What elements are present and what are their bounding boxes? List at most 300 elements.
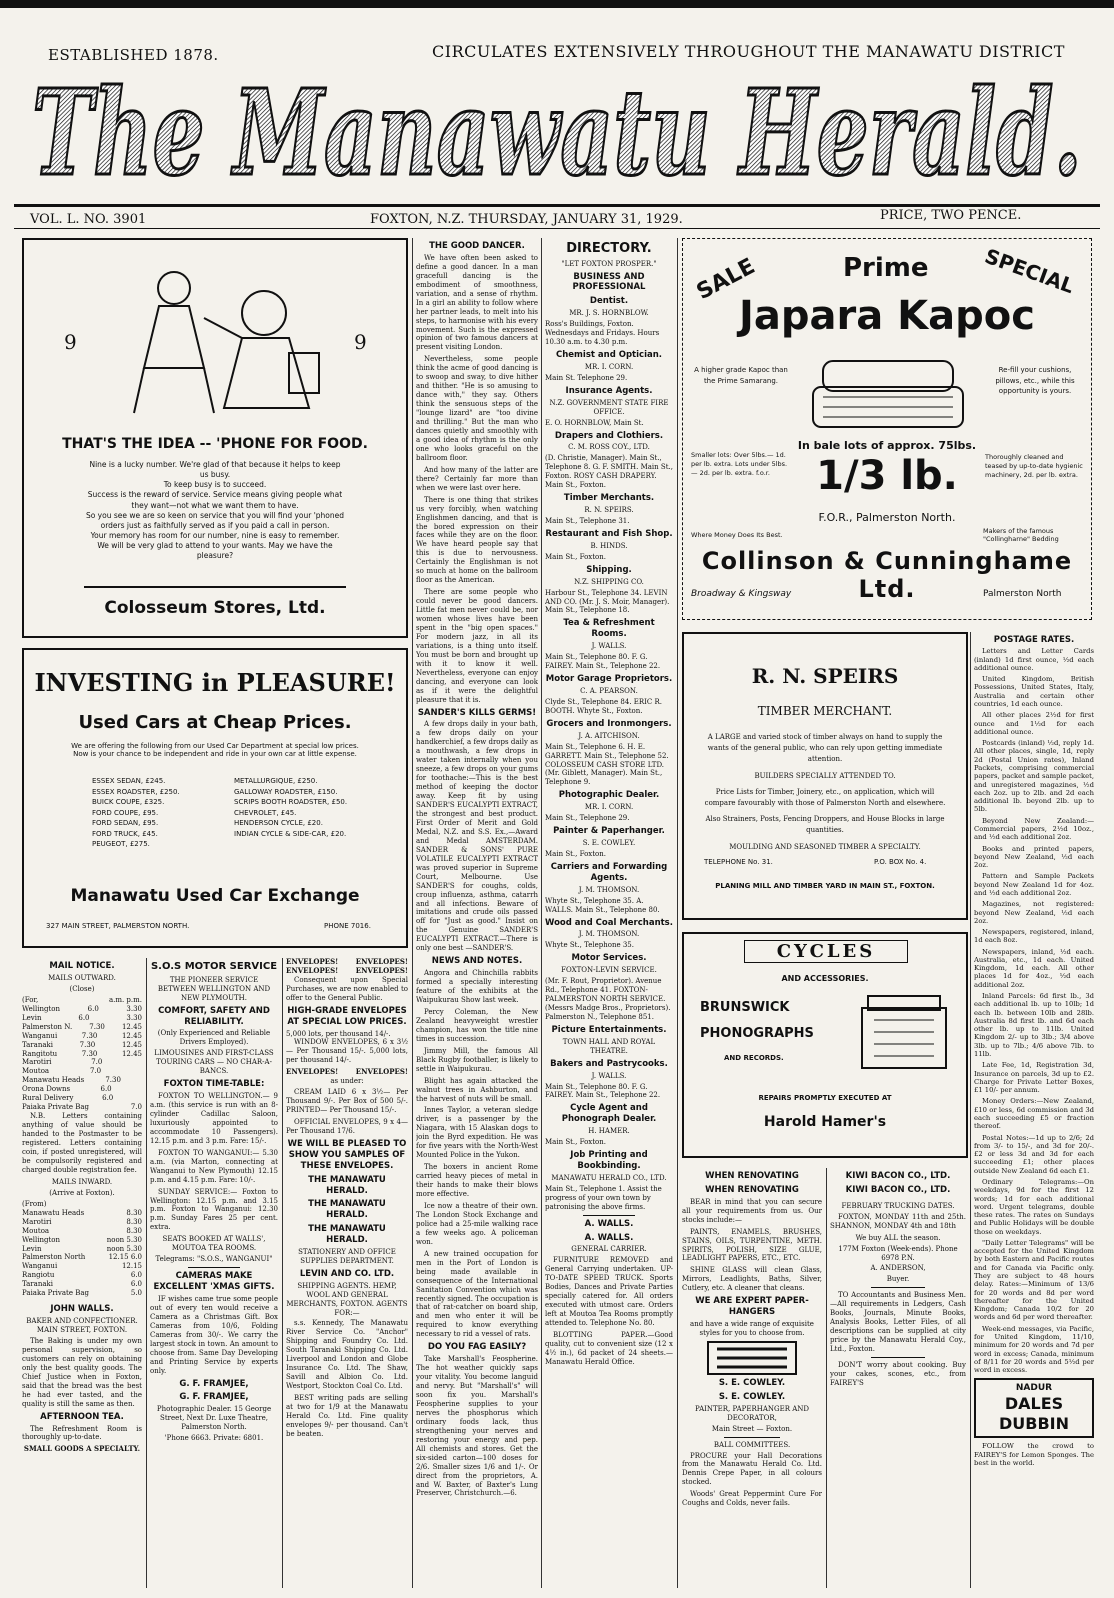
kiwi-feb: FEBRUARY TRUCKING DATES. (841, 1201, 955, 1210)
number-nine-left: 9 (64, 330, 77, 354)
mail-cell: 6.0 (100, 1085, 112, 1094)
kapoc-ad (682, 238, 1092, 620)
mails-inward: MAILS INWARD. (51, 1177, 113, 1186)
directory-firm: J. M. THOMSON. (578, 885, 640, 894)
mail-close: (Close) (69, 984, 95, 993)
mail-cell: Palmerston North (22, 1253, 86, 1262)
speirs-pobox: P.O. BOX No. 4. (874, 858, 927, 866)
kiwi-buyer: A. ANDERSON, (870, 1264, 926, 1273)
top-rule (0, 0, 1114, 8)
sander-title: SANDER'S KILLS GERMS! (417, 707, 537, 718)
newspaper-title: The Manawatu Herald. (32, 63, 1082, 202)
herald-name: THE MANAWATU HERALD. (308, 1174, 386, 1196)
levin-ship: SHIPPING AGENTS. HEMP, WOOL AND GENERAL MERCHANTS, FOXTON. AGENTS FOR:— (286, 1281, 408, 1317)
news-item: A new trained occupation for men in the Port of London is being made available in consequence of the International Sanitation Convention which was recently signed. The occupation is that of rat-catcher on board ship, and men who enter it will be required to know everything necessary to rid a vessel of rats. (416, 1249, 538, 1339)
directory-detail: Main St., Foxton. (545, 552, 606, 561)
mail-cell: 12.15 6.0 (108, 1253, 142, 1262)
env-cream: CREAM LAID 6 x 3½— Per Thousand 9/-. Per Box of 500 5/-. PRINTED— Per Thousand 15/-. (286, 1088, 408, 1115)
camera-title: CAMERAS MAKE EXCELLENT 'XMAS GIFTS. (153, 1271, 275, 1293)
divider (724, 1437, 780, 1438)
cowley-name: S. E. COWLEY. (718, 1377, 786, 1388)
postage-para: Postal Notes:—1d up to 2/6; 2d from 3/- to 15/-, and 3d for 20/-. £2 or less 3d and 3d for each succeeding £1; other places outside New Zealand 6d each £1. (974, 1133, 1094, 1175)
reno-text: BEAR in mind that you can secure all your requirements from us. Our stocks include:— (682, 1197, 822, 1224)
colosseum-signoff: Colosseum Stores, Ltd. (104, 598, 326, 618)
records-label: AND RECORDS. (724, 1054, 784, 1062)
env-heads (286, 967, 408, 976)
postage-para: Books and printed papers, beyond New Zealand, ½d each 2oz. (974, 844, 1094, 870)
telephone-cartoon (104, 258, 334, 418)
mail-row (22, 1271, 142, 1280)
mail-row (22, 1245, 142, 1254)
ampm-label: a.m. p.m. (108, 995, 142, 1004)
mail-cell: 6.0 (78, 1013, 90, 1022)
dancer-para: And how many of the latter are there? Certainly far more than when we were last over here. (416, 465, 538, 492)
walls-trade: BAKER AND CONFECTIONER. MAIN STREET, FOXTON. (26, 1317, 138, 1335)
directory-detail: E. O. HORNBLOW, Main St. (545, 418, 644, 427)
phone-line: Success is the reward of service. Service means giving people what they want—not what we want them to have. (87, 490, 343, 510)
mail-row (22, 1280, 142, 1289)
mail-cell: 5.0 (130, 1289, 142, 1298)
stationery: STATIONERY AND OFFICE SUPPLIES DEPARTMENT. (298, 1247, 396, 1265)
mail-out-table (22, 1005, 142, 1112)
prime-label: Prime (843, 253, 929, 283)
speirs-telephone: TELEPHONE No. 31. (704, 858, 773, 866)
mail-cell: 6.0 (130, 1271, 142, 1280)
mail-header-row (22, 996, 142, 1005)
cars-headline: INVESTING in PLEASURE! (34, 668, 396, 697)
mail-cell: 6.0 (102, 1094, 114, 1103)
dancer-para: There is one thing that strikes us very forcibly, when watching Englishmen dancing, and that is the bored expression on their faces while they are on the floor. We have heard people say that this is due to nervousness. Certainly the Englishman is not so much at home on the ballroom floor as the American. (416, 495, 538, 585)
hamer-name: Harold Hamer's (763, 1114, 887, 1130)
sos-timetable: FOXTON TIME-TABLE: (163, 1079, 265, 1090)
col-rule (282, 958, 283, 1588)
mail-row (22, 1005, 142, 1014)
price: PRICE, TWO PENCE. (880, 208, 1022, 223)
dales-dubbin-ad (974, 1378, 1094, 1438)
mail-row (22, 1209, 142, 1218)
car-exchange-name: Manawatu Used Car Exchange (70, 886, 360, 906)
speirs-name: R. N. SPEIRS (751, 664, 899, 688)
directory-firm: J. WALLS. (591, 1071, 627, 1080)
sos-t2: COMFORT, SAFETY AND RELIABILITY. (158, 1005, 270, 1027)
phonograph-illustration (854, 988, 954, 1078)
paint-advert-icon (707, 1341, 797, 1375)
cars-sub: Used Cars at Cheap Prices. (78, 712, 352, 733)
directory-category: Motor Garage Proprietors. (545, 674, 673, 685)
mail-row (22, 1032, 142, 1041)
directory-motto: "LET FOXTON PROSPER." (561, 259, 657, 268)
dateline: FOXTON, N.Z. THURSDAY, JANUARY 31, 1929. (370, 212, 683, 227)
directory-detail: Whyte St., Telephone 35. A. WALLS. Main St., Telephone 80. (545, 896, 660, 914)
car-address: 327 MAIN STREET, PALMERSTON NORTH. (46, 922, 190, 930)
directory-sub: BUSINESS AND PROFESSIONAL (572, 271, 646, 293)
mail-cell: 7.0 (130, 1103, 142, 1112)
postage-para: Inland Parcels: 6d first lb., 3d each additional lb. up to 10lb; 1d each lb. between 10lb and 28lb. Australia 8d first lb. and 6d each other lb. up to 11lb. United Kingdom 2/- up to 3lb.; 3/4 above 3lb. up to 7lb.; 4/6 above 7lb. to 11lb. (974, 992, 1094, 1059)
ball-text: PROCURE your Hall Decorations from the Manawatu Herald Co. Ltd. Dennis Crepe Paper, in all colours stocked. (682, 1451, 822, 1487)
directory-detail: (D. Christie, Manager). Main St., Telephone 8. G. F. SMITH. Main St., Foxton. ROSY CASH DRAPERY. Main St., Foxton. (545, 454, 673, 490)
directory-detail: Main St., Telephone 1. Assist the progress of your own town by patronising the above firms. (545, 1184, 662, 1211)
directory-detail: Main St., Foxton. (545, 849, 606, 858)
cowley-address: Main Street — Foxton. (711, 1424, 793, 1433)
intro-line: We are offering the following from our Used Car Department at special low prices. (71, 742, 359, 750)
mail-row (22, 1041, 142, 1050)
directory-detail: Main St., Telephone 80. F. G. FAIREY. Main St., Telephone 22. (545, 653, 661, 671)
directory-firm: S. E. COWLEY. (582, 839, 636, 848)
sander-text: A few drops daily in your bath, a few drops daily on your handkerchief, a few drops daily as a mouthwash, a few drops in water taken internally when you sneeze, a few drops on your gums for toothache:—This is the best method of keeping the doctor away. Keep fit by using SANDER'S EUCALYPTI EXTRACT, the strongest and best product. First Order of Merit and Gold Medal, N.Z. and S.S. Ex.,—Award and Medal AMSTERDAM. SANDER & SONS' PURE VOLATILE EUCALYPTI EXTRACT was proved superior in Supreme Court, Melbourne. Use SANDER'S for coughs, colds, croup influenza, asthma, catarrh and all infections. Beware of imitations and crude oils passed off for "Just as good." Insist on the Genuine SANDER'S EUCALYPTI EXTRACT.—There is only one best —SANDER'S. (416, 720, 538, 953)
directory-detail: Whyte St., Telephone 35. (545, 941, 634, 950)
directory-firm: B. HINDS. (590, 541, 628, 550)
car-item: CHEVROLET, £45. (234, 808, 297, 817)
phone-line: We will be very glad to attend to your wants. May we have the pleasure? (97, 541, 333, 561)
directory-category: Shipping. (586, 564, 632, 575)
mail-row (22, 1227, 142, 1236)
car-item: BUICK COUPE, £325. (92, 798, 165, 806)
news-item: Angora and Chinchilla rabbits formed a specially interesting feature of the exhibits at the Waipukurau Show last week. (416, 969, 538, 1004)
directory-category: Painter & Paperhanger. (553, 826, 665, 837)
env-head: ENVELOPES! (355, 965, 408, 975)
postage-para: Magazines, not registered: beyond New Zealand, ½d each 2oz. (974, 900, 1094, 925)
postage-para: Newspapers, inland, ½d each. Australia, etc., 1d each. United Kingdom, 1d each. All other places 1d for 4oz., ½d each additional 2oz. (974, 947, 1094, 989)
cooking-ad: DON'T worry about cooking. Buy your cakes, scones, etc., from FAIREY'S (830, 1361, 966, 1387)
directory-firm: C. M. ROSS COY., LTD. (568, 443, 650, 452)
walls-text: The Baking is under my own personal supervision, so customers can rely on obtaining only the best quality goods. The Chief Justice when in Foxton, said that the bread was the best he had ever tasted, and the quality is still the same as then. (22, 1337, 142, 1408)
volume-number: VOL. L. NO. 3901 (30, 212, 147, 227)
env-official: OFFICIAL ENVELOPES, 9 x 4— Per Thousand 17/6. (286, 1118, 408, 1136)
car-item: METALLURGIQUE, £250. (234, 777, 318, 785)
env-head: ENVELOPES! (355, 958, 408, 966)
postage-para: Late Fee, 1d, Registration 3d, Insurance on parcels, 3d up to £2. Charge for Private Letter Boxes, £1 10/- per annum. (974, 1061, 1094, 1095)
directory-firm: MR. I. CORN. (584, 362, 634, 371)
framjee-phone: 'Phone 6663. Private: 6801. (164, 1434, 264, 1443)
speirs-copy (700, 732, 950, 853)
mail-row (22, 1289, 142, 1298)
kapoc-bale: In bale lots of approx. 75lbs. (797, 439, 977, 452)
for-label: (For, (22, 995, 39, 1004)
fairey-ad: FOLLOW the crowd to FAIREY'S for Lemon Sponges. The best in the world. (974, 1442, 1094, 1467)
postage-para: Newspapers, registered, inland, 1d each 8oz. (974, 928, 1094, 945)
sos-telegrams: Telegrams: "S.O.S., WANGANUI" (155, 1255, 273, 1264)
mail-title: MAIL NOTICE. (49, 961, 115, 971)
herald-name: THE MANAWATU HERALD. (308, 1224, 386, 1245)
news-item: The boxers in ancient Rome carried heavy pieces of metal in their hands to make their blows more effective. (416, 1163, 538, 1199)
mail-cell: Palmerston N. (22, 1022, 73, 1031)
special-label: SPECIAL (981, 243, 1078, 299)
speirs-trade: TIMBER MERCHANT. (757, 704, 893, 718)
mail-cell: Wanganui (22, 1262, 58, 1271)
mail-cell: Paiaka Private Bag (22, 1289, 90, 1298)
directory-detail: Ross's Buildings, Foxton. Wednesdays and Fridays. Hours 10.30 a.m. to 4.30 p.m. (545, 320, 660, 347)
postage-para: Ordinary Telegrams:—On weekdays, 9d for the first 12 words; 1d for each additional word. Urgent telegrams, double these rates. The rates on Sundays and Public Holidays will be double those on weekdays. (974, 1177, 1094, 1236)
kiwi-buy: We buy ALL the season. (855, 1233, 941, 1242)
directory-category: Motor Services. (571, 953, 647, 964)
cycles-title: CYCLES (744, 940, 908, 963)
env-head: ENVELOPES! (286, 1067, 339, 1077)
intro-line: Now is your chance to be independent and ride in your own car at little expense. (73, 750, 357, 758)
mail-cell: 7.0 (89, 1067, 102, 1076)
cycles-accessories: AND ACCESSORIES. (781, 974, 869, 983)
repairs: REPAIRS PROMPTLY EXECUTED AT (758, 1094, 892, 1102)
mail-row (22, 1050, 142, 1059)
mail-cell: 12.45 (121, 1040, 142, 1049)
sos-t4: LIMOUSINES AND FIRST-CLASS TOURING CARS — NO CHAR-A-BANCS. (154, 1049, 274, 1076)
kapoc-makers: Makers of the famous "Collingharne" Bedding (983, 527, 1059, 543)
car-phone: PHONE 7016. (324, 922, 371, 930)
speirs-line: Price Lists for Timber, Joinery, etc., on application, which will compare favourably with those of Palmerston North and elsewhere. (704, 787, 946, 807)
mail-cell: Wellington (22, 1235, 61, 1244)
from-label: (From) (22, 1199, 47, 1208)
directory-category: Restaurant and Fish Shop. (545, 528, 673, 539)
directory-category: Wood and Coal Merchants. (545, 917, 673, 928)
mail-cell: Moutoa (22, 1226, 50, 1235)
kapoc-teased: Thoroughly cleaned and teased by up-to-date hygienic machinery, 2d. per lb. extra. (985, 453, 1083, 480)
mail-cell: 8.30 (126, 1226, 142, 1235)
car-list-left (92, 776, 180, 850)
directory-category: Insurance Agents. (565, 385, 653, 396)
ball-committees: BALL COMMITTEES. (713, 1440, 791, 1449)
directory-category: Bakers and Pastrycooks. (550, 1058, 668, 1069)
mail-cell: 3.30 (126, 1013, 142, 1022)
phone-line: Your memory has room for our number, nine is easy to remember. (90, 530, 340, 540)
car-item: SCRIPS BOOTH ROADSTER, £50. (234, 798, 348, 806)
directory-firm: MR. I. CORN. (584, 803, 634, 812)
mail-cell: Orona Downs (22, 1085, 71, 1094)
car-item: FORD COUPE, £95. (92, 808, 159, 817)
postage-para: Money Orders:—New Zealand, £10 or less, 6d commission and 3d each succeeding £5 or fraction thereof. (974, 1097, 1094, 1131)
mail-cell: 6.0 (87, 1004, 99, 1013)
mail-row (22, 1218, 142, 1227)
divider (871, 1357, 925, 1358)
herald-name: THE MANAWATU HERALD. (308, 1199, 386, 1221)
dancer-title: THE GOOD DANCER. (429, 241, 525, 251)
dancer-para: There are some people who could never be good dancers. Little fat men never could be, nor women whose lives have been spent in the "big open spaces." For modern jazz, in all its variations, is a thing unto itself. You must be born and brought up with it to know it well. Nevertheless, everyone can enjoy dancing, and everyone can look as if it were the delightful pleasure that it is. (416, 588, 538, 704)
env-show: WE WILL BE PLEASED TO SHOW YOU SAMPLES OF THESE ENVELOPES. (287, 1139, 407, 1171)
reno-expert-sub: and have a wide range of exquisite styles for you to choose from. (690, 1320, 814, 1337)
collinson-address: Broadway & Kingsway (691, 589, 792, 599)
dubbin-label: DUBBIN (998, 1413, 1069, 1433)
directory-category: Cycle Agent and Phonograph Dealer. (561, 1103, 657, 1125)
speirs-line: MOULDING AND SEASONED TIMBER A SPECIALTY. (729, 842, 921, 851)
env-head: ENVELOPES! (286, 958, 339, 966)
sos-seats: SEATS BOOKED AT WALLS', MOUTOA TEA ROOMS. (162, 1235, 266, 1253)
directory-category: Job Printing and Bookbinding. (570, 1150, 648, 1171)
mail-row (22, 1262, 142, 1271)
woods-cure: Woods' Great Peppermint Cure For Coughs and Colds, never fails. (682, 1490, 822, 1508)
speirs-line: BUILDERS SPECIALLY ATTENDED TO. (754, 771, 896, 780)
directory-category: Picture Entertainments. (551, 1024, 667, 1035)
mail-cell: 7.30 (105, 1076, 121, 1085)
postage-column (974, 632, 1094, 1588)
directory-category: Timber Merchants. (563, 493, 655, 504)
car-item: ESSEX SEDAN, £245. (92, 777, 166, 785)
sale-label: SALE (692, 253, 760, 306)
masthead (24, 62, 1090, 202)
postage-para: All other places 2½d for first ounce and 1½d for each additional ounce. (974, 711, 1094, 736)
speirs-ad (682, 632, 968, 920)
env-head: ENVELOPES! (286, 965, 339, 975)
cars-intro (34, 742, 396, 758)
postage-title: POSTAGE RATES. (993, 635, 1075, 645)
sos-column (150, 958, 278, 1588)
walls-name: A. WALLS. (584, 1232, 634, 1243)
walls-name: A. WALLS. (584, 1218, 634, 1229)
directory-category: Dentist. (589, 296, 629, 307)
divider (583, 1215, 634, 1216)
reno-expert: WE ARE EXPERT PAPER-HANGERS (695, 1296, 809, 1318)
phone-line: So you see we are so keen on service that you will find your 'phoned orders just as faithfully served as if you paid a call in person. (85, 510, 345, 530)
postage-para: Beyond New Zealand:—Commercial papers, 2½d 10oz., and ½d each additional 2oz. (974, 816, 1094, 842)
mail-cell: 7.30 (81, 1049, 98, 1058)
framjee-address: Photographic Dealer. 15 George Street, Next Dr. Luxe Theatre, Palmerston North. (156, 1405, 272, 1432)
mail-row (22, 1094, 142, 1103)
mail-row (22, 1236, 142, 1245)
mail-row (22, 1076, 142, 1085)
directory-firm: TOWN HALL AND ROYAL THEATRE. (562, 1037, 656, 1055)
mattress-illustration (803, 347, 973, 437)
mail-row (22, 1014, 142, 1023)
circulation-note: CIRCULATES EXTENSIVELY THROUGHOUT THE MANAWATU DISTRICT (432, 42, 1065, 61)
car-item: PEUGEOT, £275. (92, 840, 150, 848)
dateline-rule (14, 228, 1100, 229)
news-item: Blight has again attacked the walnut trees in Ashburton, and the harvest of nuts will be small. (416, 1076, 538, 1103)
postage-para: Pattern and Sample Packets beyond New Zealand 1d for 4oz. and ½d each additional 2oz. (974, 872, 1094, 897)
speirs-line: Also Strainers, Posts, Fencing Droppers, and House Blocks in large quantities. (705, 815, 945, 835)
mail-cell: Rangiotu (22, 1271, 55, 1280)
directory-detail: (Mr. F. Rout, Proprietor). Avenue Rd., Telephone 41. FOXTON-PALMERSTON NORTH SERVICE. (Messrs Madge Bros., Proprietors). Palmerston N., Telephone 851. (545, 977, 671, 1021)
car-item: FORD TRUCK, £45. (92, 829, 158, 838)
dales-label: DALES (1004, 1394, 1064, 1414)
env-heads (286, 1068, 408, 1077)
mail-cell: Rural Delivery (22, 1094, 74, 1103)
mail-row (22, 1058, 142, 1067)
mail-cell: Paiaka Private Bag (22, 1103, 90, 1112)
kapoc-price: 1/3 lb. (816, 453, 958, 499)
directory-firm: MR. J. S. HORNBLOW. (569, 309, 649, 318)
mail-cell: noon 5.30 (106, 1235, 142, 1244)
news-title: NEWS AND NOTES. (431, 956, 523, 967)
directory-firm: H. HAMER. (588, 1127, 630, 1136)
sos-t1: THE PIONEER SERVICE BETWEEN WELLINGTON AND NEW PLYMOUTH. (157, 975, 271, 1002)
directory-firm: N.Z. SHIPPING CO. (574, 577, 644, 586)
small-goods: SMALL GOODS A SPECIALTY. (23, 1444, 141, 1454)
framjee-name: G. F. FRAMJEE, (179, 1378, 249, 1389)
postage-para: Letters and Letter Cards (inland) 1d first ounce, ½d each additional ounce. (974, 647, 1094, 672)
mail-cell: Wanganui (22, 1031, 58, 1040)
directory-firm: J. WALLS. (591, 642, 627, 651)
mail-cell: 7.30 (79, 1040, 96, 1049)
col-rule (412, 238, 413, 1588)
mail-cell: Marotiri (22, 1058, 52, 1067)
sos-title: S.O.S MOTOR SERVICE (150, 961, 278, 972)
directory-firm: FOXTON-LEVIN SERVICE. (561, 966, 657, 975)
mail-cell: 12.45 (121, 1031, 142, 1040)
kiwi-dates: FOXTON, MONDAY 11th and 25th. SHANNON, MONDAY 4th and 18th (830, 1212, 966, 1230)
directory-category: Chemist and Optician. (556, 350, 662, 361)
accountants-ad: TO Accountants and Business Men. —All requirements in Ledgers, Cash Books, Journals, Minute Books, Analysis Books, Letter Files, of all descriptions can be supplied at city price by the Manawatu Herald Coy., Ltd., Foxton. (830, 1291, 966, 1354)
col-rule (677, 238, 678, 1588)
kapoc-left-copy: A higher grade Kapoc than the Prime Samarang. (694, 366, 788, 385)
kiwi-column (830, 1168, 966, 1588)
mail-cell: Levin (22, 1013, 42, 1022)
established: ESTABLISHED 1878. (48, 46, 219, 64)
directory-detail: Harbour St., Telephone 34. LEVIN AND CO. (Mr. J. S. Moir, Manager). Main St., Telephone 18. (545, 588, 670, 615)
framjee-name: G. F. FRAMJEE, (179, 1392, 249, 1403)
mail-cell: Taranaki (22, 1280, 53, 1289)
mail-cell: 7.0 (91, 1058, 103, 1067)
env-intro: Consequent upon Special Purchases, we are now enabled to offer to the General Public. (286, 975, 408, 1002)
kiwi-title: KIWI BACON CO., LTD. (845, 1184, 951, 1195)
mail-cell: noon 5.30 (106, 1244, 142, 1253)
mail-cell: Levin (22, 1244, 42, 1253)
directory-firm: C. A. PEARSON. (580, 686, 638, 695)
car-item: ESSEX ROADSTER, £250. (92, 787, 180, 796)
renovating-column (682, 1168, 822, 1588)
divider (188, 1267, 239, 1268)
collinson-name: Collinson & Cunninghame Ltd. (701, 547, 1073, 603)
colosseum-ad (22, 238, 408, 638)
camera-text: IF wishes came true some people out of every ten would receive a Camera as a Christmas Gift. Box Cameras from 10/6, Folding Cameras from 30/-. We carry the largest stock in town. An amount to choose from. Same Day Developing and Printing Service by experts only. (150, 1294, 278, 1375)
brunswick-label: BRUNSWICK (700, 1000, 790, 1015)
mail-cell: Marotiri (22, 1217, 52, 1226)
arrive-label: (Arrive at Foxton). (49, 1188, 115, 1197)
kapoc-for: F.O.R., Palmerston North. (818, 511, 956, 524)
sos-t3: (Only Experienced and Reliable Drivers Employed). (157, 1029, 271, 1047)
mail-cell: 7.30 (81, 1031, 98, 1040)
mail-cell: 6.0 (130, 1280, 142, 1289)
mail-row (22, 1253, 142, 1262)
kapoc-small-lots: Smaller lots: Over 5lbs.— 1d. per lb. extra. Lots under 5lbs.— 2d. per lb. extra. f.o.r. (691, 451, 788, 478)
car-item: GALLOWAY ROADSTER, £150. (234, 787, 338, 796)
car-item: HENDERSON CYCLE, £20. (234, 819, 323, 827)
news-item: Ice now a theatre of their own. The London Stock Exchange and police had a 25-mile walking race a few weeks ago. A policeman won. (416, 1201, 538, 1246)
collinson-city: Palmerston North (983, 589, 1062, 599)
car-list-right (234, 776, 347, 839)
sos-sunday: SUNDAY SERVICE:— Foxton to Wellington: 12.15 p.m. and 3.15 p.m. Foxton to Wanganui: 12.30 p.m. Sunday Fares 25 per cent. extra. (150, 1187, 278, 1232)
afternoon-tea: AFTERNOON TEA. (40, 1411, 124, 1422)
kapoc-name: Japara Kapoc (739, 293, 1035, 339)
reno-items: PAINTS, ENAMELS, BRUSHES, STAINS, OILS, TURPENTINE, METH. SPIRITS, POLISH, SIZE GLUE, LEADLIGHT PAPERS, ETC., ETC. (682, 1227, 822, 1263)
col-rule (826, 1168, 827, 1588)
directory-firm: R. N. SPEIRS. (584, 506, 634, 515)
carrier-text: FURNITURE REMOVED and General Carrying undertaken. UP-TO-DATE SPEED TRUCK. Sports Bodies, Dances and Private Parties specially catered for. All orders executed with utmost care. Orders left at Moutoa Tea Rooms promptly attended to. Telephone No. 80. (545, 1256, 673, 1328)
blotting-paper: BLOTTING PAPER.—Good quality, cut to convenient size (12 x 4½ in.), 6d packet of 24 sheets.—Manawatu Herald Office. (545, 1330, 673, 1366)
speirs-mill: PLANING MILL AND TIMBER YARD IN MAIN ST., FOXTON. (715, 882, 935, 890)
news-item: Jimmy Mill, the famous All Black Rugby footballer, is likely to settle in Waipukurau. (416, 1046, 538, 1073)
mail-cell: 7.30 (89, 1022, 105, 1031)
directory-column (545, 238, 673, 1588)
used-car-ad (22, 648, 408, 948)
col-rule (146, 958, 147, 1588)
directory-firm: N.Z. GOVERNMENT STATE FIRE OFFICE. (549, 398, 669, 416)
mail-cell: 12.15 (121, 1262, 142, 1271)
directory-category: Tea & Refreshment Rooms. (563, 618, 655, 640)
mail-row (22, 1103, 142, 1112)
directory-list (545, 296, 673, 1211)
reno-title: WHEN RENOVATING (705, 1184, 799, 1195)
directory-detail: Main St., Telephone 29. (545, 814, 630, 823)
postage-para: "Daily Letter Telegrams" will be accepted for the United Kingdom by both Eastern and Pacific routes and for Canada via Pacific only. They are subject to 48 hours delay. Rates:—Minimum of 13/6 for 20 words and 8d per word thereafter for the United Kingdom; Canada 10/2 for 20 words and 6d per word thereafter. (974, 1238, 1094, 1322)
news-item: Innes Taylor, a veteran sledge driver, is a passenger by the Niagara, with 15 Alaskan dogs to join the Byrd expedition. He was for five years with the North-West Mounted Police in the Yukon. (416, 1106, 538, 1160)
fag-text: Take Marshall's Feospherine. The hot weather quickly saps your vitality. You become languid and nervy. But "Marshall's" will soon fix you. Marshall's Feospherine supplies to your nerves the phosphorus which ordinary foods lack, thus strengthening your nerves and restoring your energy and pep. All chemists and stores. Get the six-sided carton—100 doses for 2/6. Smaller sizes 1/6 and 1/-. Or direct from the proprietors, A. and W. Baxter, of Baxter's Lung Preserver, Christchurch.—6. (416, 1355, 538, 1498)
fag-title: DO YOU FAG EASILY? (427, 1342, 527, 1353)
directory-detail: Clyde St., Telephone 84. ERIC R. BOOTH. Whyte St., Foxton. (545, 697, 662, 715)
mail-cell: Manawatu Heads (22, 1076, 85, 1085)
envelopes-column (286, 958, 408, 1588)
mail-cell: 3.30 (126, 1004, 142, 1013)
mail-nb: N.B. Letters containing anything of value should be handed to the Postmaster to be registered. Letters containing coin, if posted unregistered, will be compulsorily registered and charged double registration fee. (22, 1112, 142, 1174)
mails-outward: MAILS OUTWARD. (48, 973, 116, 982)
env-under: as under: (330, 1077, 364, 1086)
dancer-column (416, 238, 538, 1588)
